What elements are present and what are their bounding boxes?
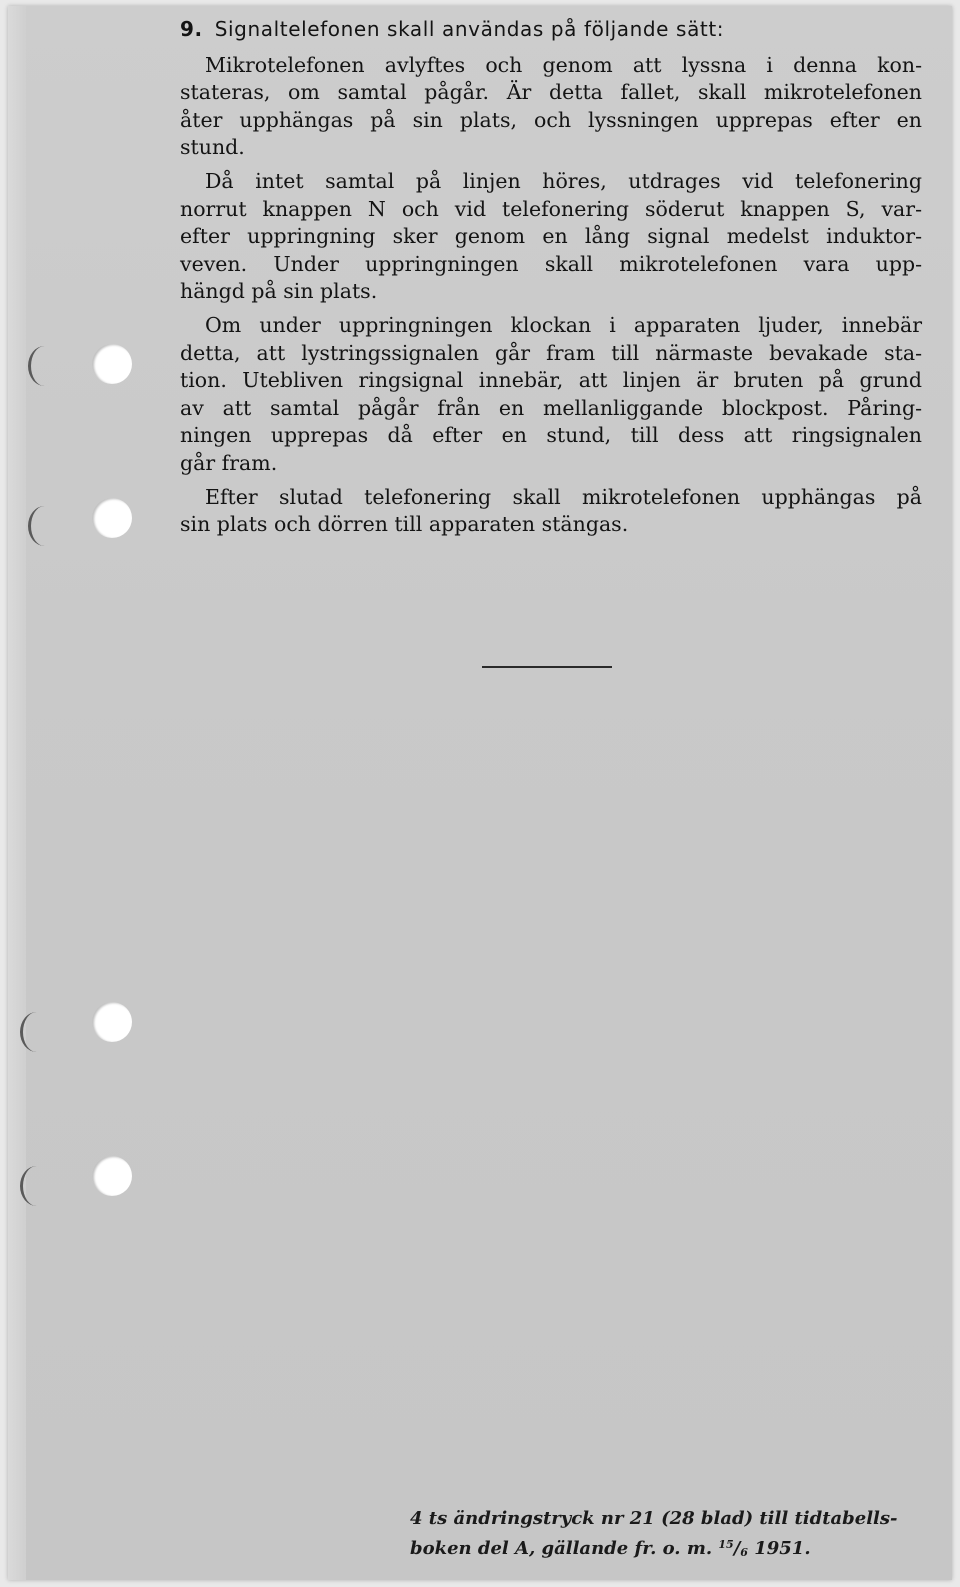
date-separator: /: [733, 1538, 741, 1559]
text-line: detta, att lystringssignalen går fram till närmaste bevakade sta-: [180, 340, 922, 365]
punch-hole: [92, 344, 132, 384]
text-line: veven. Under uppringningen skall mikrotelefonen vara upp-: [180, 251, 922, 276]
text-line: Om under uppringningen klockan i apparaten ljuder, innebär: [205, 312, 922, 337]
footer-note: [410, 1506, 930, 1566]
footer-line: [410, 1532, 930, 1566]
punch-hole: [92, 498, 132, 538]
punch-hole: [92, 1156, 132, 1196]
date-day: 15: [718, 1538, 734, 1551]
text-line: stateras, om samtal pågår. Är detta fallet, skall mikrotelefonen: [180, 80, 922, 105]
document-body: [180, 16, 922, 545]
text-line: av att samtal pågår från en mellanliggande blockpost. Påring-: [180, 395, 922, 420]
footer-year: 1951.: [747, 1538, 811, 1559]
text-line: sin plats och dörren till apparaten stängas.: [180, 512, 629, 537]
punch-hole: [92, 1002, 132, 1042]
page-edge: [8, 6, 26, 1580]
text-line: ningen upprepas då efter en stund, till dess att ringsignalen: [180, 423, 922, 448]
document-page: [8, 6, 952, 1580]
section-divider: [482, 666, 612, 668]
section-title: Signaltelefonen skall användas på följande sätt:: [214, 17, 725, 41]
text-line: stund.: [180, 135, 245, 160]
punch-hole-shadow: [20, 1012, 53, 1052]
section-number: 9.: [180, 17, 203, 41]
text-line: åter upphängas på sin plats, och lyssningen upprepas efter en: [180, 107, 922, 132]
text-line: tion. Utebliven ringsignal innebär, att linjen är bruten på grund: [180, 368, 922, 393]
paragraph: [180, 52, 922, 162]
text-line: hängd på sin plats.: [180, 279, 378, 304]
text-line: Då intet samtal på linjen höres, utdrages vid telefonering: [205, 168, 922, 193]
text-line: norrut knappen N och vid telefonering söderut knappen S, var-: [180, 196, 922, 221]
text-line: går fram.: [180, 450, 278, 475]
paragraph: [180, 168, 922, 306]
footer-prefix: boken del A, gällande fr. o. m.: [410, 1538, 719, 1559]
paragraph: [180, 312, 922, 478]
text-line: efter uppringning sker genom en lång signal medelst induktor-: [180, 224, 922, 249]
footer-line: 4 ts ändringstryck nr 21 (28 blad) till tidtabells-: [410, 1508, 898, 1529]
date-month: 6: [740, 1546, 748, 1559]
text-line: Mikrotelefonen avlyftes och genom att lyssna i denna kon-: [205, 52, 922, 77]
text-line: Efter slutad telefonering skall mikrotelefonen upphängas på: [205, 484, 922, 509]
section-heading: [180, 16, 922, 44]
punch-hole-shadow: [28, 506, 61, 546]
punch-hole-shadow: [20, 1166, 53, 1206]
punch-hole-shadow: [28, 346, 61, 386]
paragraph: [180, 484, 922, 539]
